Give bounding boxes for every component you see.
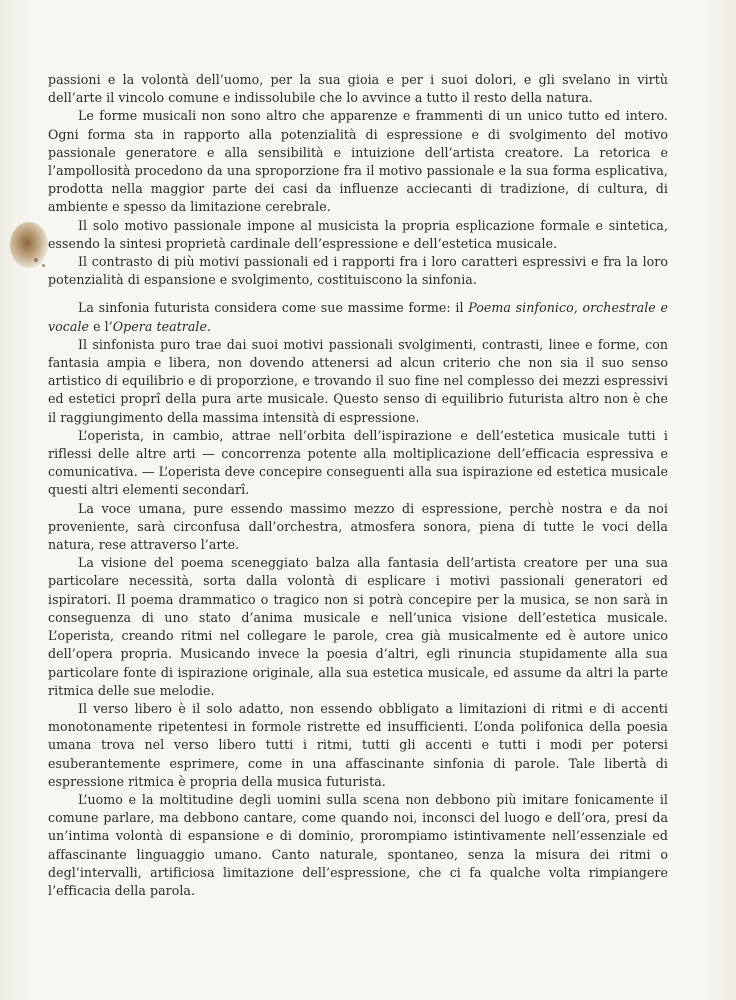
paragraph: Il solo motivo passionale impone al musicista la propria esplicazione formale e sintetica, essendo la sintesi proprietà cardinale dell’espressione e dell’estetica musicale.	[48, 217, 668, 251]
ink-stain	[10, 222, 48, 268]
poema-sinfonico-title: Poema sinfonico, orchestrale e vocale	[48, 300, 668, 334]
forms-text-before: La sinfonia futurista considera come sue massime forme: il	[78, 300, 469, 316]
forms-paragraph	[48, 299, 668, 335]
forms-text-after: .	[206, 318, 212, 334]
opera-teatrale-title: Opera teatrale	[112, 318, 207, 334]
stain-speck	[34, 258, 38, 262]
paragraph: Le forme musicali non sono altro che apparenze e frammenti di un unico tutto ed intero. Ogni forma sta in rapporto alla potenzialità di espressione e di svolgimento del motivo passionale generatore e alla sensibilità e intuizione dell’artista creatore. La retorica e l’ampollosità procedono da una sproporzione fra il motivo passionale e la sua forma esplicativa, prodotta nella maggior parte dei casi da influenze acciecanti di tradizione, di cultura, di ambiente e spesso da limitazione cerebrale.	[48, 108, 668, 215]
paragraph: passioni e la volontà dell’uomo, per la sua gioia e per i suoi dolori, e gli svelano in virtù dell’arte il vincolo comune e indissolubile che lo avvince a tutto il resto della natura.	[48, 72, 668, 106]
body-text	[48, 71, 668, 900]
paragraph: La visione del poema sceneggiato balza alla fantasia dell’artista creatore per una sua particolare necessità, sorta dalla volontà di esplicare i motivi passionali generatori ed ispiratori. Il poema drammatico o tragico non si potrà concepire per la musica, se non sarà in conseguenza di uno stato d’anima musicale e nell’unica visione dell’estetica musicale. L’operista, creando ritmi nel collegare le parole, crea già musicalmente ed è autore unico dell’opera propria. Musicando invece la poesia d’altri, egli rinuncia stupidamente alla sua particolare fonte di ispirazione originale, alla sua estetica musicale, ed assume da altri la parte ritmica delle sue melodie.	[48, 555, 668, 698]
paragraph: L’uomo e la moltitudine degli uomini sulla scena non debbono più imitare fonicamente il comune parlare, ma debbono cantare, come quando noi, inconsci del luogo e dell’ora, presi da un’intima volontà di espansione e di dominio, prorompiamo istintivamente nell’essenziale ed affascinante linguaggio umano. Canto naturale, spontaneo, senza la misura dei ritmi o degl’intervalli, artificiosa limitazione dell’espressione, che ci fa qualche volta rimpiangere l’efficacia della parola.	[48, 791, 668, 898]
paragraph: Il contrasto di più motivi passionali ed i rapporti fra i loro caratteri espressivi e fra la loro potenzialità di espansione e svolgimento, costituiscono la sinfonia.	[48, 254, 668, 288]
paragraph: Il sinfonista puro trae dai suoi motivi passionali svolgimenti, contrasti, linee e forme, con fantasia ampia e libera, non dovendo attenersi ad alcun criterio che non sia il suo senso artistico di equilibrio e di proporzione, e trovando il suo fine nel complesso dei mezzi espressivi ed estetici proprî della pura arte musicale. Questo senso di equilibrio futurista altro non è che il raggiungimento della massima intensità di espressione.	[48, 336, 668, 425]
paragraph: Il verso libero è il solo adatto, non essendo obbligato a limitazioni di ritmi e di accenti monotonamente ripetentesi in formole ristrette ed insufficienti. L’onda polifonica della poesia umana trova nel verso libero tutti i ritmi, tutti gli accenti e tutti i modi per potersi esuberantemente esprimere, come in una affascinante sinfonia di parole. Tale libertà di espressione ritmica è propria della musica futurista.	[48, 700, 668, 789]
paragraph: L’operista, in cambio, attrae nell’orbita dell’ispirazione e dell’estetica musicale tutti i riflessi delle altre arti — concorrenza potente alla moltiplicazione dell’efficacia espressiva e comunicativa. — L’operista deve concepire conseguenti alla sua ispirazione ed estetica musicale questi altri elementi secondarî.	[48, 427, 668, 498]
stain-speck	[42, 264, 45, 267]
forms-text-middle: e l’	[89, 318, 113, 334]
paragraph: La voce umana, pure essendo massimo mezzo di espressione, perchè nostra e da noi proveniente, sarà circonfusa dall’orchestra, atmosfera sonora, piena di tutte le voci della natura, rese attraverso l’arte.	[48, 500, 668, 553]
